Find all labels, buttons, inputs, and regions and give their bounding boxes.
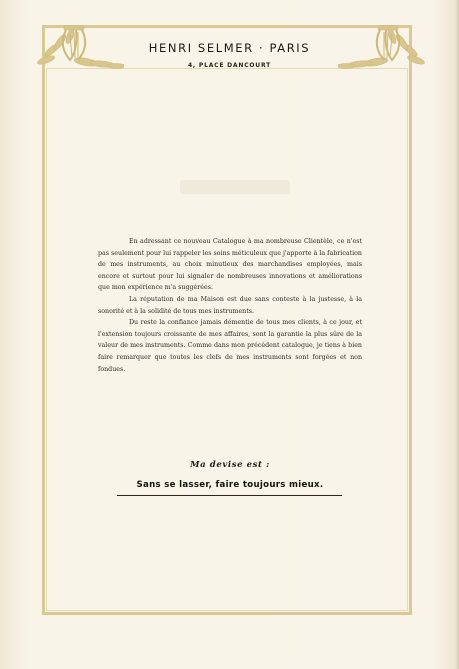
paragraph-intro: En adressant ce nouveau Catalogue à ma nombreuse Clientèle, ce n'est pas seulement pour lui rappeler les soins méticuleux que j'apporte à la fabrication de mes instruments, au choix minutieux des marchandises employées, mais encore et surtout pour lui signaler de nombreuses innovations et améliorations que mon expérience m'a suggérées. (98, 238, 362, 292)
paragraph-confidence: Du reste la confiance jamais démentie de tous mes clients, à ce jour, et l'extension toujours croissante de mes affaires, sont la garantie la plus sûre de la valeur de mes instruments. Comme dans mon précédent catalogue, je tiens à bien faire remarquer que toutes les clefs de mes instruments sont forgées et non fondues. (98, 319, 362, 373)
page-edge-shadow (455, 0, 459, 669)
show-through-ghost (180, 180, 290, 194)
paragraph-reputation: La réputation de ma Maison est due sans conteste à la justesse, à la sonorité et à la solidité de tous mes instruments. (98, 295, 362, 315)
motto-underline (117, 495, 342, 496)
motto-label: Ma devise est : (190, 460, 270, 470)
company-title: HENRI SELMER · PARIS (148, 41, 311, 55)
letter-body (98, 236, 362, 375)
motto-text: Sans se lasser, faire toujours mieux. (136, 480, 324, 490)
company-address: 4, PLACE DANCOURT (187, 62, 272, 69)
